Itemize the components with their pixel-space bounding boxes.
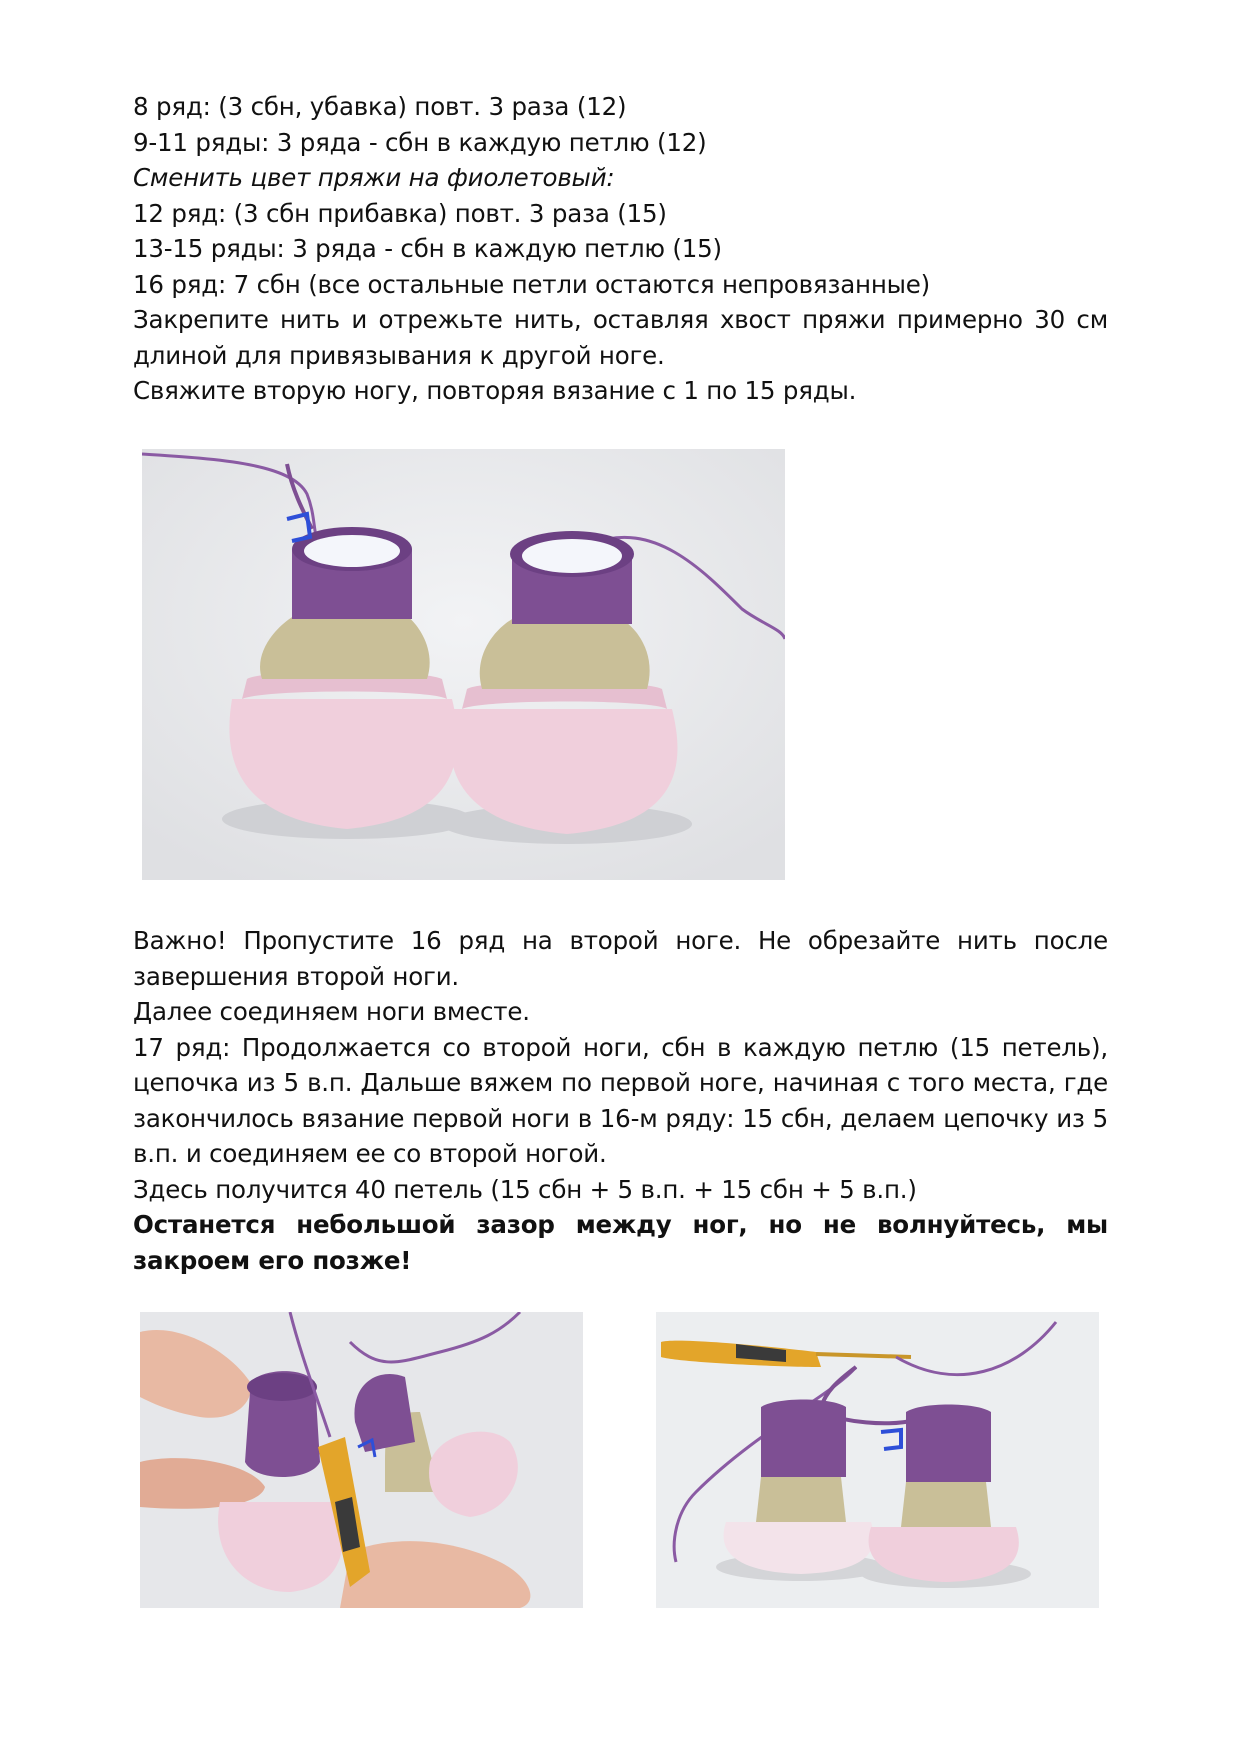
instructions-block-2 (133, 923, 1108, 1278)
rows-9-11-line: 9-11 ряды: 3 ряда - сбн в каждую петлю (12) (133, 127, 707, 157)
two-legs-photo (142, 449, 785, 880)
important-paragraph: Важно! Пропустите 16 ряд на второй ноге. Не обрезайте нить после завершения второй ноги. (133, 926, 1108, 991)
second-leg-paragraph: Свяжите вторую ногу, повторяя вязание с 1 по 15 ряды. (133, 376, 857, 405)
row-16-line: 16 ряд: 7 сбн (все остальные петли остаются непровязанные) (133, 269, 931, 299)
row-12-line: 12 ряд: (3 сбн прибавка) повт. 3 раза (15) (133, 198, 667, 228)
fasten-off-paragraph: Закрепите нить и отрежьте нить, оставляя хвост пряжи примерно 30 см длиной для привязывания к другой ноге. (133, 305, 1108, 370)
stitch-count-line: Здесь получится 40 петель (15 сбн + 5 в.п. + 15 сбн + 5 в.п.) (133, 1174, 917, 1204)
color-change-line: Сменить цвет пряжи на фиолетовый: (133, 163, 615, 192)
rows-13-15-line: 13-15 ряды: 3 ряда - сбн в каждую петлю (15) (133, 234, 722, 263)
row-8-line: 8 ряд: (3 сбн, убавка) повт. 3 раза (12) (133, 92, 627, 121)
joined-legs-chain-photo (656, 1312, 1099, 1608)
gap-note-paragraph: Останется небольшой зазор между ног, но не волнуйтесь, мы закроем его позже! (133, 1210, 1108, 1275)
row-17-paragraph: 17 ряд: Продолжается со второй ноги, сбн в каждую петлю (15 петель), цепочка из 5 в.п. Дальше вяжем по первой ноге, начиная с того места, где закончилось вязание первой ноги в 16-м ряду: 15 сбн, делаем цепочку из 5 в.п. и соединяем ее со второй ногой. (133, 1032, 1108, 1168)
joining-legs-hands-photo (140, 1312, 583, 1608)
join-legs-line: Далее соединяем ноги вместе. (133, 997, 530, 1026)
instructions-block-1 (133, 89, 1108, 409)
